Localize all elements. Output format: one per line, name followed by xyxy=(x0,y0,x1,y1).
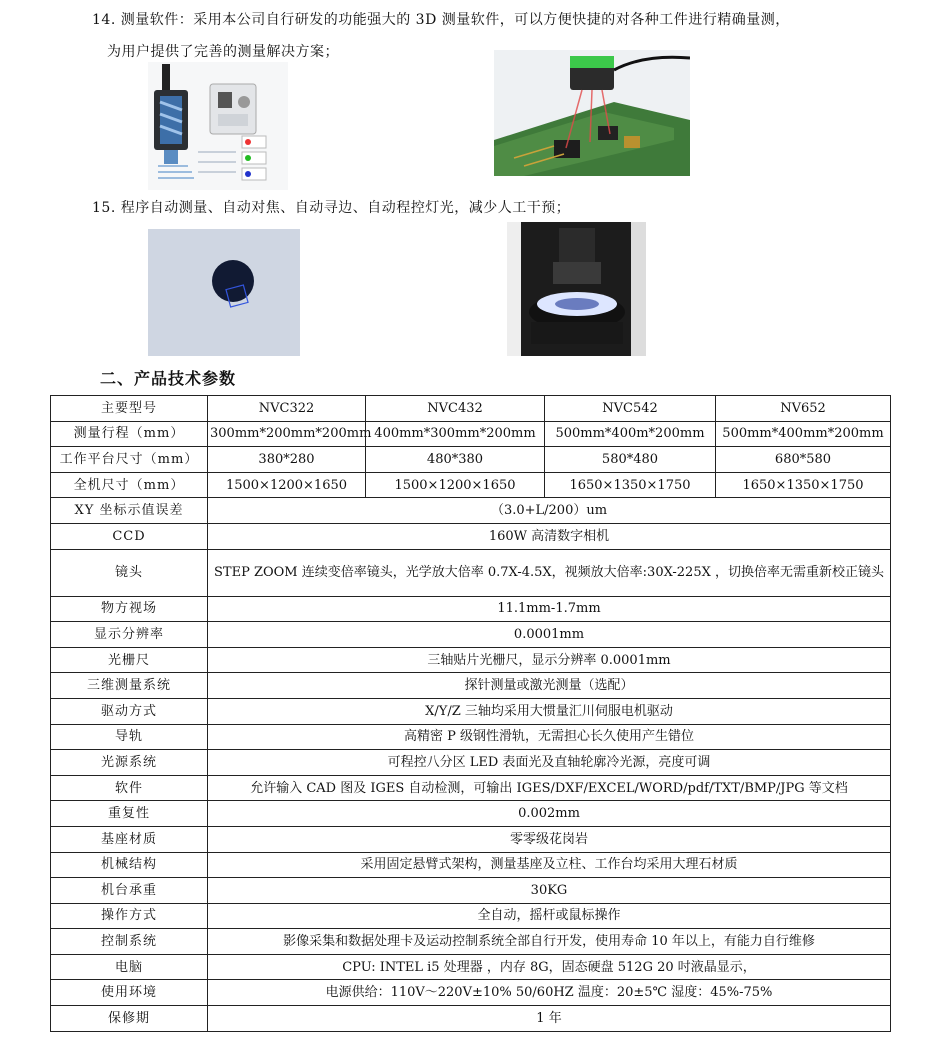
row-label: 三维测量系统 xyxy=(51,673,208,699)
row-label: 物方视场 xyxy=(51,596,208,622)
software-diagram-image xyxy=(148,62,288,190)
row-value: （3.0+L/200）um xyxy=(208,498,891,524)
table-row xyxy=(51,903,891,929)
table-row xyxy=(51,647,891,673)
model-name: NVC322 xyxy=(208,396,366,422)
row-label: 全机尺寸（mm） xyxy=(51,472,208,498)
row-value: 0.0001mm xyxy=(208,622,891,648)
table-row xyxy=(51,421,891,447)
table-row xyxy=(51,929,891,955)
row-label: 使用环境 xyxy=(51,980,208,1006)
row-value: 1 年 xyxy=(208,1006,891,1032)
row-label: 保修期 xyxy=(51,1006,208,1032)
row-value: 0.002mm xyxy=(208,801,891,827)
row-value: CPU: INTEL i5 处理器 ，内存 8G，固态硬盘 512G 20 吋液晶显示， xyxy=(208,954,891,980)
row-value: 1650×1350×1750 xyxy=(716,472,891,498)
table-row xyxy=(51,447,891,473)
row-label: 测量行程（mm） xyxy=(51,421,208,447)
row-label: CCD xyxy=(51,523,208,549)
table-row xyxy=(51,775,891,801)
table-row xyxy=(51,980,891,1006)
table-row xyxy=(51,878,891,904)
section-title: 二、产品技术参数 xyxy=(100,369,237,388)
row-label: 电脑 xyxy=(51,954,208,980)
row-value: STEP ZOOM 连续变倍率镜头，光学放大倍率 0.7X-4.5X，视频放大倍率:30X-225X ，切换倍率无需重新校正镜头 xyxy=(208,549,891,596)
row-label: 光栅尺 xyxy=(51,647,208,673)
row-label: XY 坐标示值误差 xyxy=(51,498,208,524)
table-row xyxy=(51,954,891,980)
row-value: 400mm*300mm*200mm xyxy=(366,421,545,447)
row-value: 三轴贴片光栅尺，显示分辨率 0.0001mm xyxy=(208,647,891,673)
row-value: 1500×1200×1650 xyxy=(366,472,545,498)
table-row xyxy=(51,750,891,776)
table-row xyxy=(51,673,891,699)
row-label: 镜头 xyxy=(51,549,208,596)
table-row xyxy=(51,1006,891,1032)
row-value: 高精密 P 级钢性滑轨，无需担心长久使用产生错位 xyxy=(208,724,891,750)
row-value: 可程控八分区 LED 表面光及直轴轮廓冷光源，亮度可调 xyxy=(208,750,891,776)
item-14-line-2: 为用户提供了完善的测量解决方案； xyxy=(107,44,339,60)
auto-edge-image xyxy=(148,229,300,356)
row-label: 主要型号 xyxy=(51,396,208,422)
row-label: 机台承重 xyxy=(51,878,208,904)
row-label: 机械结构 xyxy=(51,852,208,878)
model-name: NV652 xyxy=(716,396,891,422)
row-label: 操作方式 xyxy=(51,903,208,929)
row-label: 重复性 xyxy=(51,801,208,827)
row-value: 680*580 xyxy=(716,447,891,473)
laser-sensor-pcb-image xyxy=(494,50,690,176)
table-row xyxy=(51,549,891,596)
row-value: 380*280 xyxy=(208,447,366,473)
row-value: 500mm*400mm*200mm xyxy=(716,421,891,447)
row-label: 工作平台尺寸（mm） xyxy=(51,447,208,473)
row-value: 480*380 xyxy=(366,447,545,473)
table-row xyxy=(51,622,891,648)
table-row xyxy=(51,498,891,524)
row-label: 基座材质 xyxy=(51,826,208,852)
row-value: 全自动，摇杆或鼠标操作 xyxy=(208,903,891,929)
item-15: 15. 程序自动测量、自动对焦、自动寻边、自动程控灯光，减少人工干预； xyxy=(92,200,571,216)
table-row xyxy=(51,596,891,622)
table-row xyxy=(51,472,891,498)
row-label: 控制系统 xyxy=(51,929,208,955)
spec-table xyxy=(50,395,891,1032)
row-label: 导轨 xyxy=(51,724,208,750)
row-value: 1500×1200×1650 xyxy=(208,472,366,498)
row-value: 580*480 xyxy=(545,447,716,473)
row-value: 1650×1350×1750 xyxy=(545,472,716,498)
row-label: 光源系统 xyxy=(51,750,208,776)
row-label: 显示分辨率 xyxy=(51,622,208,648)
row-value: 允许输入 CAD 图及 IGES 自动检测，可输出 IGES/DXF/EXCEL/WORD/pdf/TXT/BMP/JPG 等文档 xyxy=(208,775,891,801)
model-name: NVC432 xyxy=(366,396,545,422)
row-label: 软件 xyxy=(51,775,208,801)
table-row xyxy=(51,698,891,724)
row-value: 电源供给：110V～220V±10% 50/60HZ 温度：20±5℃ 湿度：45%-75% xyxy=(208,980,891,1006)
row-value: 160W 高清数字相机 xyxy=(208,523,891,549)
table-row xyxy=(51,852,891,878)
model-name: NVC542 xyxy=(545,396,716,422)
row-value: 探针测量或激光测量（选配） xyxy=(208,673,891,699)
table-row xyxy=(51,801,891,827)
table-row xyxy=(51,396,891,422)
item-14-line-1: 14. 测量软件：采用本公司自行研发的功能强大的 3D 测量软件，可以方便快捷的对各种工件进行精确量测， xyxy=(92,12,790,28)
table-row xyxy=(51,826,891,852)
row-value: 采用固定悬臂式架构，测量基座及立柱、工作台均采用大理石材质 xyxy=(208,852,891,878)
row-value: X/Y/Z 三轴均采用大惯量汇川伺服电机驱动 xyxy=(208,698,891,724)
row-value: 零零级花岗岩 xyxy=(208,826,891,852)
row-value: 500mm*400m*200mm xyxy=(545,421,716,447)
row-value: 11.1mm-1.7mm xyxy=(208,596,891,622)
row-label: 驱动方式 xyxy=(51,698,208,724)
row-value: 300mm*200mm*200mm xyxy=(208,421,366,447)
ring-light-image xyxy=(507,222,646,356)
row-value: 30KG xyxy=(208,878,891,904)
table-row xyxy=(51,724,891,750)
row-value: 影像采集和数据处理卡及运动控制系统全部自行开发，使用寿命 10 年以上，有能力自行维修 xyxy=(208,929,891,955)
table-row xyxy=(51,523,891,549)
